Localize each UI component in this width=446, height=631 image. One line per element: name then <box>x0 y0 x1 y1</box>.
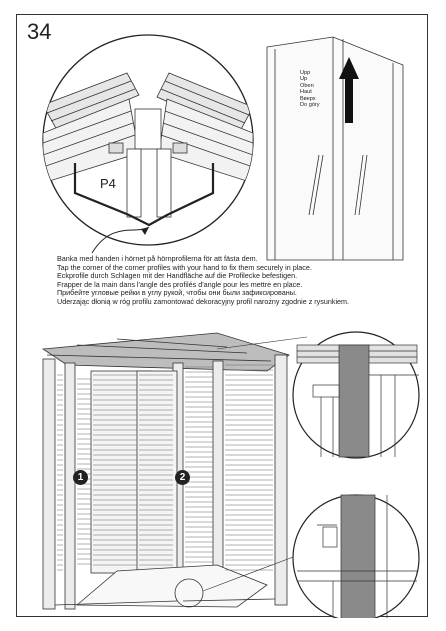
direction-labels <box>300 70 320 108</box>
direction-label: Upp <box>300 70 311 76</box>
marker-badge-1: 1 <box>73 470 88 485</box>
instruction-line: Eckprofile durch Schlagen mit der Handfläche auf die Profilecke befestigen. <box>57 271 298 280</box>
step-number: 34 <box>27 19 52 44</box>
direction-label: Up <box>300 76 308 83</box>
corner-profile-up-illustration <box>253 35 423 265</box>
instruction-line: Прибейте угловые рейки в углу рукой, чтобы они были зафиксированы. <box>57 288 297 297</box>
direction-label: Haut <box>300 89 312 96</box>
direction-label: Вверх <box>300 95 316 102</box>
instruction-page <box>16 14 428 617</box>
profile-label-p4: P4 <box>100 176 116 191</box>
instruction-text <box>57 255 387 306</box>
instruction-line: Frapper de la main dans l'angle des profilés d'angle pour les mettre en place. <box>57 279 303 289</box>
marker-badge-2: 2 <box>175 470 190 485</box>
direction-label: Oben <box>300 82 314 89</box>
instruction-line: Tap the corner of the corner profiles with your hand to fix them securely in place. <box>57 262 312 272</box>
instruction-line: Banka med handen i hörnet på hörnprofilerna för att fästa dem. <box>57 254 258 263</box>
instruction-line: Uderzając dłonią w róg profilu zamontować dekoracyjny profil narożny zgodnie z rysunkiem. <box>57 296 350 306</box>
pavilion-illustration <box>17 315 429 618</box>
direction-label: Do góry <box>300 102 320 109</box>
